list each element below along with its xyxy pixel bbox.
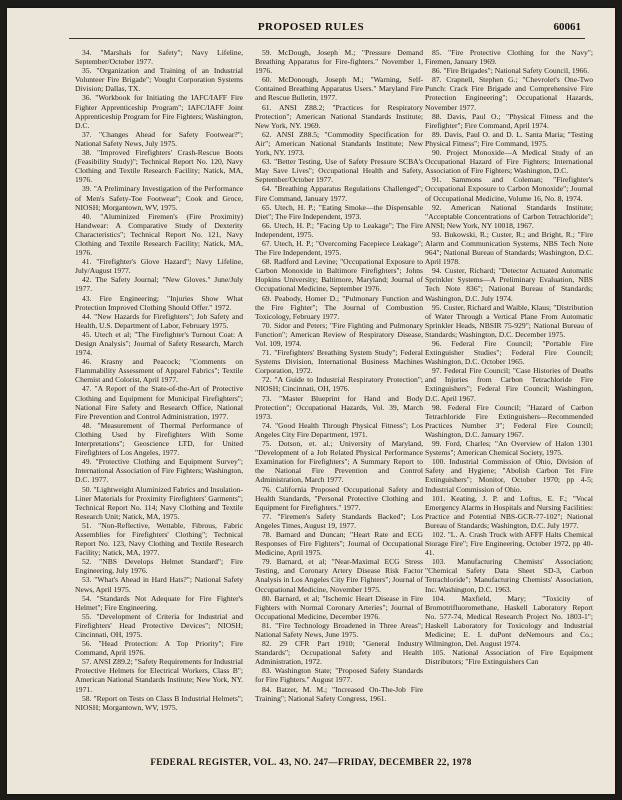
reference-entry: 36. "Workbook for Initiating the IAFC/IAFF Fire Fighter Apprenticeship Program"; IAFC/IAFF Joint Apprenticeship Program for Fire Fighters; Washington, D.C. xyxy=(75,93,243,130)
reference-entry: 76. California Proposed Occupational Safety and Health Standards, "Personal Protective Clothing and Equipment for Firefighters." 1977. xyxy=(255,484,423,512)
reference-entry: 77. "Firemen's Safety Standards Backed"; Los Angeles Times, August 19, 1977. xyxy=(255,511,423,530)
reference-entry: 47. "A Report of the State-of-the-Art of Protective Clothing and Equipment for Municipal Firefighters"; National Fire Safety and Research Office, National Fire Prevention and Control Administration, 1977. xyxy=(75,384,243,421)
reference-entry: 102. "L. A. Crash Truck with AFFF Halts Chemical Storage Fire"; Fire Engineering, October 1972, pp 40-41. xyxy=(425,529,593,558)
reference-entry: 66. Utech, H. P.; "Facing Up to Leakage"; The Fire Independent, 1975. xyxy=(255,220,423,239)
reference-entry: 37. "Changes Ahead for Safety Footwear?"; National Safety News, July 1975. xyxy=(75,129,243,148)
reference-entry: 89. Davis, Paul O. and D. L. Santa Maria; "Testing Physical Fitness"; Fire Command, 1975. xyxy=(425,129,593,148)
reference-entry: 40. "Aluminized Firemen's (Fire Proximity) Handwear: A Comparative Study of Dexterity Characteristics"; Technical Report No. 121, Navy Clothing and Textile Research Facility; Natick, MA, 1976. xyxy=(75,211,243,258)
reference-entry: 65. Utech, H. P.; "Eating Smoke—the Dispensable Diet"; The Fire Independent, 1973. xyxy=(255,202,423,221)
reference-entry: 62. ANSI Z88.5; "Commodity Specification for Air"; American National Standards Institute; New York, NY. 1973. xyxy=(255,129,423,158)
reference-entry: 54. "Standards Not Adequate for Fire Fighter's Helmet"; Fire Engineering. xyxy=(75,593,243,612)
reference-entry: 91. Sammons and Coleman; "Firefighter's Occupational Exposure to Carbon Monoxide"; Journal of Occupational Medicine, Volume 16, No. 8, 1974. xyxy=(425,175,593,203)
text-column-3 xyxy=(425,48,593,733)
reference-entry: 69. Peabody, Homer D.; "Pulmonary Function and the Fire Fighter"; The Journal of Combustion Toxicology, February 1977. xyxy=(255,293,423,321)
reference-entry: 98. Federal Fire Council; "Hazard of Carbon Tetrachloride Fire Extinguishers—Recommended Practices Number 3"; Federal Fire Council; Washington, D.C. January 1967. xyxy=(425,402,593,439)
reference-entry: 63. "Better Testing, Use of Safety Pressure SCBA's May Save Lives"; Occupational Health and Safety, September/October 1977. xyxy=(255,157,423,185)
reference-entry: 100. Industrial Commission of Ohio, Division of Safety and Hygiene; "Abolish Carbon Tet Fire Extinguishers"; Monitor, October 1970; pp 4-5; Industrial Commission of Ohio. xyxy=(425,457,593,494)
reference-entry: 79. Barnard, et al; "Near-Maximal ECG Stress Testing, and Coronary Artery Disease Risk Factor Analysis in Los Angeles City Fire Fighters"; Journal of Occupational Medicine, November 1975. xyxy=(255,557,423,594)
reference-entry: 48. "Measurement of Thermal Performance of Clothing Used by Firefighters With Some Interpretations"; Geoscience LTD, for United Firefighters of Los Angeles, 1977. xyxy=(75,420,243,458)
reference-entry: 57. ANSI Z89.2; "Safety Requirements for Industrial Protective Helmets for Electrical Workers, Class B"; American National Standards Institute; New York, NY. 1971. xyxy=(75,657,243,694)
page-footer: FEDERAL REGISTER, VOL. 43, NO. 247—FRIDAY, DECEMBER 22, 1978 xyxy=(150,757,472,767)
reference-entry: 44. "New Hazards for Firefighters"; Job Safety and Health, U.S. Department of Labor, February 1975. xyxy=(75,311,243,330)
reference-entry: 53. "What's Ahead in Hard Hats?"; National Safety News, April 1975. xyxy=(75,575,243,594)
reference-entry: 101. Keating, J. P. and Loftus, E. F.; "Vocal Emergency Alarms in Hospitals and Nursing Facilities: Practice and Potential NBS-GCR-77-102"; National Bureau of Standards; Washington, D.C. July 1977. xyxy=(425,493,593,530)
reference-entry: 56. "Head Protection: A Top Priority"; Fire Command, April 1976. xyxy=(75,639,243,658)
reference-entry: 90. Project Monoxide—A Medical Study of an Occupational Hazard of Fire Fighters; International Association of Fire Fighters; Washington, D.C. xyxy=(425,148,593,176)
reference-entry: 73. "Master Blueprint for Hand and Body Protection"; Occupational Hazards, Vol. 39, March 1973. xyxy=(255,393,423,421)
reference-entry: 38. "Improved Firefighters' Crash-Rescue Boots (Feasibility Study)"; Technical Report No. 120, Navy Clothing and Textile Research Facility; Natick, MA, 1976. xyxy=(75,148,243,185)
reference-entry: 72. "A Guide to Industrial Respiratory Protection"; NIOSH; Cincinnati, OH, 1976. xyxy=(255,375,423,394)
document-page xyxy=(7,8,615,794)
reference-entry: 39. "A Preliminary Investigation of the Performance of Men's Safety-Toe Footwear"; Cook and Groce, NIOSH; Morgantown, WV, 1975. xyxy=(75,184,243,212)
reference-entry: 64. "Breathing Apparatus Regulations Challenged"; Fire Command, January 1977. xyxy=(255,184,423,203)
reference-entry: 59. McDough, Joseph M.; "Pressure Demand Breathing Apparatus for Fire-fighters." November 1, 1976. xyxy=(255,48,423,76)
reference-entry: 97. Federal Fire Council; "Case Histories of Deaths and Injuries from Carbon Tetrachloride Fire Extinguishers"; Federal Fire Council; Washington, D.C. April 1967. xyxy=(425,366,593,403)
header-rule xyxy=(69,38,585,39)
reference-entry: 41. "Firefighter's Glove Hazard"; Navy Lifeline, July/August 1977. xyxy=(75,257,243,276)
reference-entry: 88. Davis, Paul O.; "Physical Fitness and the Firefighter"; Fire Command, April 1974. xyxy=(425,111,593,130)
reference-entry: 81. "Fire Technology Broadened in Three Areas"; National Safety News, June 1975. xyxy=(255,620,423,639)
reference-entry: 83. Washington State; "Proposed Safety Standards for Fire Fighters." August 1977. xyxy=(255,666,423,685)
reference-entry: 45. Utech et al; "The Firefighter's Turnout Coat: A Design Analysis"; Journal of Safety Research, March 1974. xyxy=(75,329,243,358)
page-number: 60061 xyxy=(553,21,581,33)
reference-entry: 95. Custer, Richard and Waible, Klaus; "Distribution of Water Through a Vertical Plane From Automatic Sprinkler Heads, NBSIR 75-929"; National Bureau of Standards; Washington, D.C. December 1975. xyxy=(425,302,593,339)
reference-entry: 68. Radford and Levine; "Occupational Exposure to Carbon Monoxide in Baltimore Firefighters"; Johns Hopkins University; Baltimore, Maryland; Journal of Occupational Medicine, September 1976. xyxy=(255,257,423,294)
reference-entry: 49. "Protective Clothing and Equipment Survey"; International Association of Fire Fighters; Washington, D.C. 1977. xyxy=(75,457,243,485)
reference-entry: 43. Fire Engineering; "Injuries Show What Protection Improved Clothing Should Offer." 1972. xyxy=(75,293,243,312)
reference-entry: 94. Custer, Richard; "Detector Actuated Automatic Sprinkler Systems—A Preliminary Evaluation, NBS Tech Note 836"; National Bureau of Standards; Washington, D.C. July 1974. xyxy=(425,266,593,303)
reference-entry: 46. Krasny and Peacock; "Comments on Flammability Assessment of Apparel Fabrics"; Textile Chemist and Colorist, April 1977. xyxy=(75,357,243,385)
reference-entry: 78. Barnard and Duncan; "Heart Rate and ECG Responses of Fire Fighters"; Journal of Occupational Medicine, April 1975. xyxy=(255,529,423,558)
section-title: PROPOSED RULES xyxy=(257,21,365,33)
reference-entry: 103. Manufacturing Chemists' Association; "Chemical Safety Data Sheet SD-3, Carbon Tetrachloride"; Manufacturing Chemists' Association, Inc. Washington, D.C. 1963. xyxy=(425,557,593,594)
reference-entry: 42. The Safety Journal; "New Gloves." June/July 1977. xyxy=(75,275,243,294)
text-column-1 xyxy=(75,48,243,733)
reference-entry: 86. "Fire Brigades"; National Safety Council, 1966. xyxy=(432,66,589,76)
reference-entry: 92. American National Standards Institute; "Acceptable Concentrations of Carbon Tetrachloride"; ANSI; New York, NY 10018, 1967. xyxy=(425,202,593,230)
reference-entry: 61. ANSI Z88.2; "Practices for Respiratory Protection"; American National Standards Institute; New York, NY. 1969. xyxy=(255,102,423,130)
reference-entry: 35. "Organization and Training of an Industrial Volunteer Fire Brigade"; Vought Corporation Systems Division; Dallas, TX. xyxy=(75,66,243,94)
reference-entry: 105. National Association of Fire Equipment Distributors; "Fire Extinguishers Can xyxy=(425,648,593,667)
reference-entry: 34. "Marshals for Safety"; Navy Lifeline, September/October 1977. xyxy=(75,48,243,67)
reference-entry: 70. Sidor and Peters; "Fire Fighting and Pulmonary Function"; American Review of Respiratory Disease, Vol. 109, 1974. xyxy=(255,320,423,348)
reference-entry: 52. "NBS Develops Helmet Standard"; Fire Engineering, July 1976. xyxy=(75,557,243,576)
reference-entry: 96. Federal Fire Council; "Portable Fire Extinguisher Studies"; Federal Fire Council; Washington, D.C. October 1965. xyxy=(425,339,593,367)
reference-entry: 85. "Fire Protective Clothing for the Navy"; Firemen, January 1969. xyxy=(425,48,593,67)
reference-entry: 55. "Development of Criteria for Industrial and Firefighters' Head Protective Devices"; NIOSH; Cincinnati, OH, 1975. xyxy=(75,611,243,639)
reference-entry: 87. Crapnell, Stephen G.; "Chevrolet's One-Two Punch: Crack Fire Brigade and Comprehensive Fire Protection Engineering"; Occupational Hazards, November 1977. xyxy=(425,75,593,112)
reference-entry: 50. "Lightweight Aluminized Fabrics and Insulation-Liner Materials for Proximity Firefighters' Garments"; Technical Report No. 114; Navy Clothing and Textile Research Unit; Natick, MA, 1975. xyxy=(75,484,243,521)
reference-entry: 82. 29 CFR Part 1910; "General Industry Standards"; Occupational Safety and Health Administration, 1972. xyxy=(255,639,423,667)
reference-entry: 60. McDonough, Joseph M.; "Warning, Self-Contained Breathing Apparatus Users." Maryland Fire and Rescue Bulletin, 1977. xyxy=(255,75,423,103)
reference-entry: 84. Batzer, M. M.; "Increased On-The-Job Fire Training"; National Safety Congress, 1961. xyxy=(255,684,423,703)
reference-entry: 75. Dotson, et. al.; University of Maryland, "Development of a Job Related Physical Performance Examination for Firefighters"; A Summary Report to the National Fire Prevention and Control Administration, March 1977. xyxy=(255,439,423,485)
reference-entry: 93. Bukowski, R.; Custer, R.; and Bright, R.; "Fire Alarm and Communication Systems, NBS Tech Note 964"; National Bureau of Standards; Washington, D.C. April 1978. xyxy=(425,229,593,267)
reference-entry: 104. Maxfield, Mary; "Toxicity of Bromotrifluoromethane, Haskell Laboratory Report No. 577-74, Medical Research Project No. 1803-1"; Haskell Laboratory for Toxicology and Industrial Medicine; E. I. duPont deNemours and Co.; Wilmington, Del. August 1974. xyxy=(425,593,593,649)
reference-entry: 51. "Non-Reflective, Wettable, Fibrous, Fabric Assemblies for Firefighters' Clothing"; Technical Report No. 123, Navy Clothing and Textile Research Facility; Natick, MA, 1977. xyxy=(75,520,243,558)
reference-entry: 71. "Firefighters' Breathing System Study"; Federal Systems Division, International Business Machines Corporation, 1972. xyxy=(255,348,423,376)
reference-entry: 74. "Good Health Through Physical Fitness"; Los Angeles City Fire Department, 1971. xyxy=(255,420,423,439)
text-column-2 xyxy=(255,48,423,733)
reference-entry: 58. "Report on Tests on Class B Industrial Helmets"; NIOSH; Morgantown, WV, 1975. xyxy=(75,693,243,712)
reference-entry: 80. Barnard, et al; "Ischemic Heart Disease in Fire Fighters with Normal Coronary Arteries"; Journal of Occupational Medicine, December 1976. xyxy=(255,593,423,621)
reference-entry: 99. Ford, Charles; "An Overview of Halon 1301 Systems"; American Chemical Society, 1975. xyxy=(425,439,593,458)
reference-entry: 67. Utech, H. P.; "Overcoming Facepiece Leakage"; The Fire Independent, 1975. xyxy=(255,238,423,258)
